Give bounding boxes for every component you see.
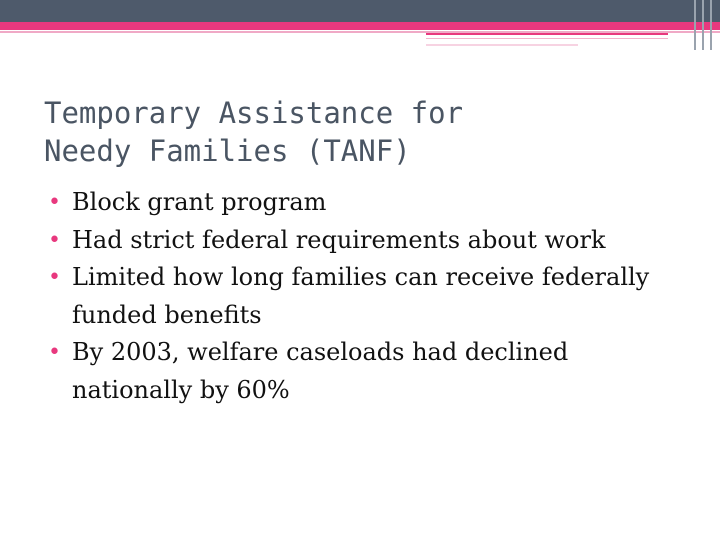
decorative-line	[426, 33, 668, 35]
bullet-text: Had strict federal requirements about work	[72, 225, 606, 254]
header-band	[0, 0, 720, 22]
decorative-line	[426, 44, 578, 46]
decorative-stripe	[694, 0, 696, 50]
bullet-item	[48, 222, 688, 260]
decorative-stripe	[702, 0, 704, 50]
decorative-stripe	[710, 0, 712, 50]
decorative-stripes	[690, 0, 720, 50]
decorative-line	[426, 38, 668, 39]
bullet-icon: •	[48, 265, 61, 290]
bullet-item	[48, 259, 688, 334]
slide-title	[44, 94, 664, 170]
slide-title-line-2: Needy Families (TANF)	[44, 134, 411, 168]
bullet-item	[48, 334, 688, 409]
bullet-list	[48, 184, 688, 409]
slide-title-line-1: Temporary Assistance for	[44, 96, 464, 130]
bullet-text: By 2003, welfare caseloads had declined nationally by 60%	[72, 338, 569, 404]
bullet-item	[48, 184, 688, 222]
bullet-icon: •	[48, 340, 61, 365]
bullet-text: Block grant program	[72, 188, 327, 216]
bullet-text: Limited how long families can receive federally funded benefits	[72, 263, 650, 329]
bullet-icon: •	[48, 227, 61, 253]
bullet-icon: •	[48, 190, 61, 215]
header-accent-band	[0, 22, 720, 30]
